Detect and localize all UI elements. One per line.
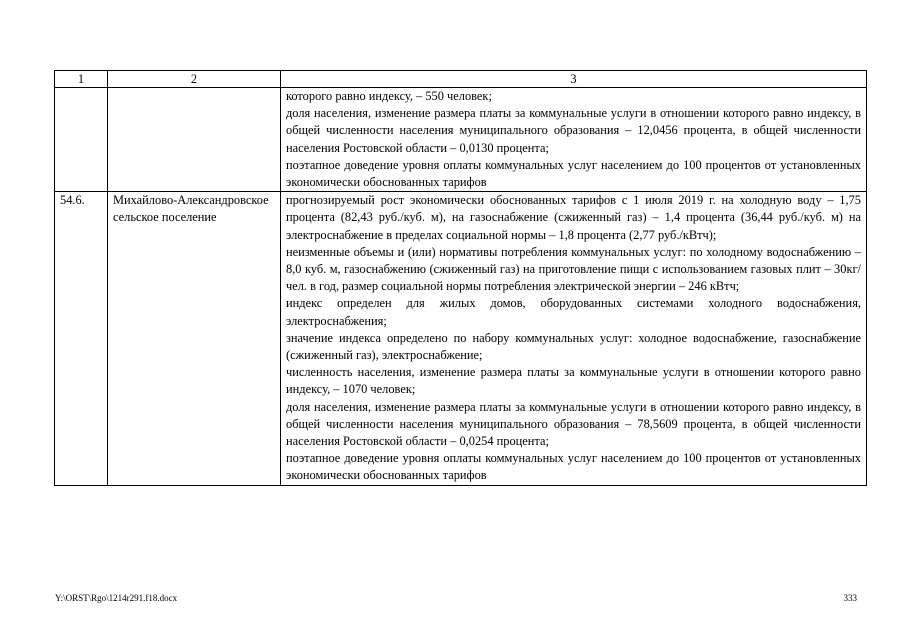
column-header: 1 [55, 71, 108, 88]
footer-page-number: 333 [843, 593, 857, 603]
table-row [55, 88, 867, 192]
column-header: 3 [281, 71, 867, 88]
paragraph: индекс определен для жилых домов, оборудованных системами холодного водоснабжения, электроснабжения; [286, 296, 861, 328]
table-cell-description [281, 88, 867, 192]
paragraph: доля населения, изменение размера платы за коммунальные услуги в отношении которого равно индексу, в общей численности населения муниципального образования – 78,5609 процента, в общей численности населения Ростовской области – 0,0254 процента; [286, 399, 861, 449]
data-table [54, 70, 867, 486]
table-cell-name [108, 88, 281, 192]
table-cell-number [55, 88, 108, 192]
paragraph: неизменные объемы и (или) нормативы потребления коммунальных услуг: по холодному водоснабжению – 8,0 куб. м, газоснабжению (сжиженный газ) на приготовление пищи с использованием газовых плит – 30кг/чел. в год, размер социальной нормы потребления электрической энергии – 246 кВтч; [286, 244, 861, 294]
paragraph: доля населения, изменение размера платы за коммунальные услуги в отношении которого равно индексу, в общей численности населения муниципального образования – 12,0456 процента, в общей численности населения Ростовской области – 0,0130 процента; [286, 106, 861, 155]
paragraph: значение индекса определено по набору коммунальных услуг: холодное водоснабжение, газоснабжение (сжиженный газ), электроснабжение; [286, 330, 861, 363]
column-header: 2 [108, 71, 281, 88]
table-cell-name: Михайлово-Александровское сельское поселение [108, 192, 281, 485]
paragraph: поэтапное доведение уровня оплаты коммунальных услуг населением до 100 процентов от установленных экономически обоснованных тарифов [286, 157, 861, 190]
paragraph: поэтапное доведение уровня оплаты коммунальных услуг населением до 100 процентов от установленных экономически обоснованных тарифов [286, 451, 861, 483]
table-cell-number: 54.6. [55, 192, 108, 485]
paragraph: численность населения, изменение размера платы за коммунальные услуги в отношении которого равно индексу, – 1070 человек; [286, 365, 861, 397]
table-cell-description [281, 192, 867, 485]
table-row [55, 192, 867, 485]
footer-file-path: Y:\ORST\Rgo\1214r291.f18.docx [55, 593, 178, 603]
paragraph: прогнозируемый рост экономически обоснованных тарифов с 1 июля 2019 г. на холодную воду – 1,75 процента (82,43 руб./куб. м), на газоснабжение (сжиженный газ) – 1,4 процента (36,44 руб./куб. м) на электроснабжение в пределах социальной нормы – 1,8 процента (2,77 руб./кВтч); [286, 193, 861, 242]
paragraph: которого равно индексу, – 550 человек; [286, 89, 492, 103]
table-header-row [55, 71, 867, 88]
